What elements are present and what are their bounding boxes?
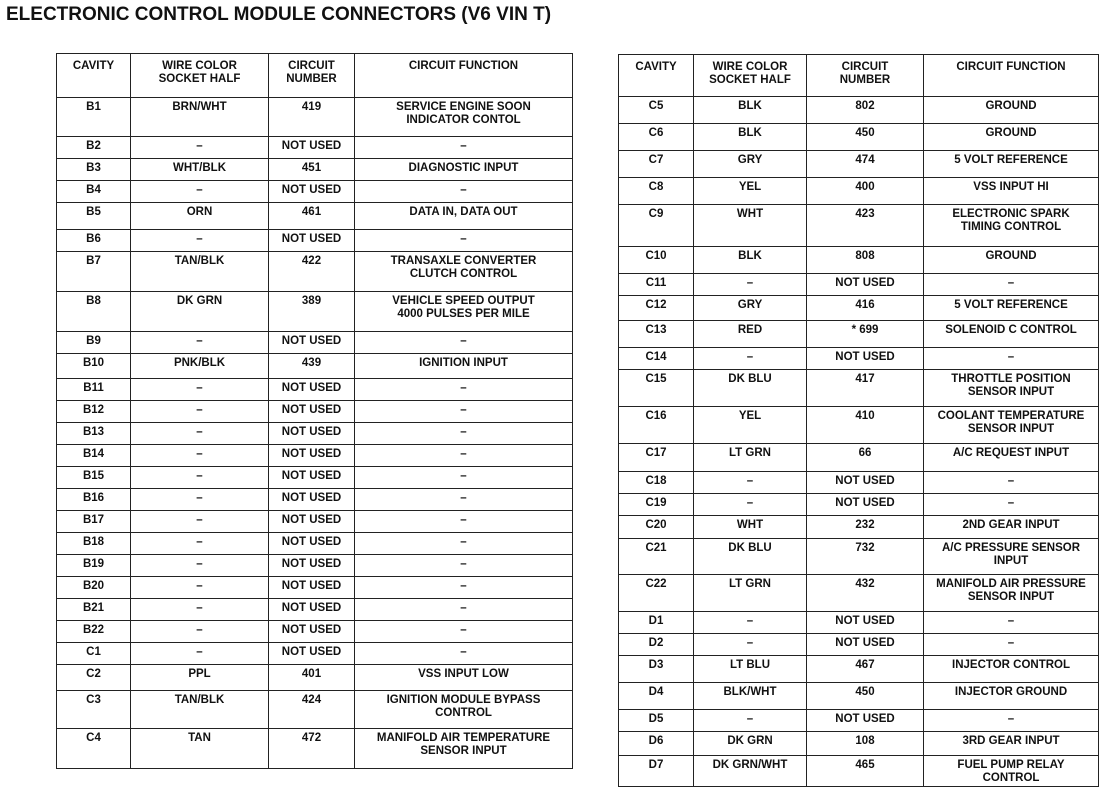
circuit-function-cell: –	[924, 348, 1099, 370]
wire-color-cell: –	[694, 348, 807, 370]
cavity-cell: B5	[57, 203, 131, 230]
circuit-number-cell: NOT USED	[269, 555, 355, 577]
cavity-cell: C11	[619, 274, 694, 296]
circuit-function-cell: 5 VOLT REFERENCE	[924, 296, 1099, 321]
circuit-function-cell: COOLANT TEMPERATURE SENSOR INPUT	[924, 407, 1099, 444]
wire-color-cell: –	[694, 710, 807, 732]
cavity-cell: C5	[619, 97, 694, 124]
circuit-function-cell: GROUND	[924, 97, 1099, 124]
table-row	[57, 159, 573, 181]
table-row	[57, 577, 573, 599]
header-wire-color: WIRE COLOR SOCKET HALF	[131, 54, 269, 98]
wire-color-cell: –	[131, 379, 269, 401]
connector-table-left	[56, 53, 573, 769]
circuit-number-cell: NOT USED	[807, 634, 924, 656]
wire-color-cell: BLK	[694, 124, 807, 151]
table-row	[619, 472, 1099, 494]
cavity-cell: C20	[619, 516, 694, 539]
circuit-function-cell: –	[355, 511, 573, 533]
circuit-function-cell: INJECTOR CONTROL	[924, 656, 1099, 683]
circuit-number-cell: 439	[269, 354, 355, 379]
circuit-function-cell: –	[355, 643, 573, 665]
table-row	[57, 555, 573, 577]
circuit-function-cell: –	[355, 230, 573, 252]
wire-color-cell: –	[694, 634, 807, 656]
circuit-number-cell: 401	[269, 665, 355, 691]
table-row	[619, 494, 1099, 516]
circuit-number-cell: 419	[269, 98, 355, 137]
table-row	[57, 511, 573, 533]
cavity-cell: B8	[57, 292, 131, 332]
wire-color-cell: –	[694, 494, 807, 516]
wire-color-cell: –	[131, 230, 269, 252]
circuit-number-cell: NOT USED	[269, 423, 355, 445]
table-row	[619, 97, 1099, 124]
circuit-function-cell: –	[355, 621, 573, 643]
wire-color-cell: WHT	[694, 516, 807, 539]
cavity-cell: C1	[57, 643, 131, 665]
table-row	[619, 178, 1099, 205]
wire-color-cell: BLK	[694, 247, 807, 274]
circuit-number-cell: 422	[269, 252, 355, 292]
circuit-function-cell: MANIFOLD AIR PRESSURE SENSOR INPUT	[924, 575, 1099, 612]
circuit-number-cell: NOT USED	[269, 643, 355, 665]
circuit-number-cell: NOT USED	[269, 621, 355, 643]
cavity-cell: C15	[619, 370, 694, 407]
wire-color-cell: –	[694, 472, 807, 494]
circuit-function-cell: A/C REQUEST INPUT	[924, 444, 1099, 472]
circuit-function-cell: –	[355, 181, 573, 203]
cavity-cell: B12	[57, 401, 131, 423]
table-row	[619, 407, 1099, 444]
table-row	[57, 729, 573, 769]
table-row	[619, 247, 1099, 274]
table-row	[57, 252, 573, 292]
circuit-number-cell: 451	[269, 159, 355, 181]
circuit-function-cell: –	[924, 274, 1099, 296]
connector-table-right	[618, 54, 1099, 787]
circuit-function-cell: DIAGNOSTIC INPUT	[355, 159, 573, 181]
circuit-function-cell: –	[355, 489, 573, 511]
table-row	[619, 656, 1099, 683]
wire-color-cell: DK GRN/WHT	[694, 756, 807, 787]
page-title: ELECTRONIC CONTROL MODULE CONNECTORS (V6 VIN T)	[6, 4, 552, 25]
wire-color-cell: –	[131, 401, 269, 423]
table-row	[619, 516, 1099, 539]
cavity-cell: B13	[57, 423, 131, 445]
circuit-function-cell: –	[355, 599, 573, 621]
circuit-number-cell: NOT USED	[807, 494, 924, 516]
circuit-function-cell: –	[355, 577, 573, 599]
cavity-cell: B10	[57, 354, 131, 379]
circuit-number-cell: NOT USED	[269, 599, 355, 621]
wire-color-cell: –	[131, 555, 269, 577]
header-circuit-number: CIRCUIT NUMBER	[269, 54, 355, 98]
circuit-function-cell: VSS INPUT HI	[924, 178, 1099, 205]
table-row	[57, 533, 573, 555]
wire-color-cell: PNK/BLK	[131, 354, 269, 379]
circuit-number-cell: 467	[807, 656, 924, 683]
circuit-function-cell: –	[924, 634, 1099, 656]
wire-color-cell: LT GRN	[694, 575, 807, 612]
circuit-function-cell: IGNITION INPUT	[355, 354, 573, 379]
cavity-cell: D1	[619, 612, 694, 634]
table-row	[57, 332, 573, 354]
table-row	[57, 691, 573, 729]
header-circuit-function: CIRCUIT FUNCTION	[924, 55, 1099, 97]
circuit-function-cell: ELECTRONIC SPARK TIMING CONTROL	[924, 205, 1099, 247]
circuit-function-cell: –	[924, 710, 1099, 732]
cavity-cell: C6	[619, 124, 694, 151]
cavity-cell: B20	[57, 577, 131, 599]
wire-color-cell: DK BLU	[694, 539, 807, 575]
cavity-cell: B11	[57, 379, 131, 401]
wire-color-cell: –	[131, 643, 269, 665]
circuit-number-cell: NOT USED	[269, 230, 355, 252]
circuit-function-cell: –	[355, 555, 573, 577]
circuit-function-cell: 5 VOLT REFERENCE	[924, 151, 1099, 178]
wire-color-cell: PPL	[131, 665, 269, 691]
circuit-number-cell: NOT USED	[269, 332, 355, 354]
circuit-function-cell: INJECTOR GROUND	[924, 683, 1099, 710]
cavity-cell: B14	[57, 445, 131, 467]
table-row	[619, 683, 1099, 710]
table-row	[619, 274, 1099, 296]
circuit-function-cell: VSS INPUT LOW	[355, 665, 573, 691]
circuit-number-cell: 802	[807, 97, 924, 124]
wire-color-cell: LT GRN	[694, 444, 807, 472]
table-row	[619, 539, 1099, 575]
circuit-number-cell: 465	[807, 756, 924, 787]
circuit-number-cell: NOT USED	[269, 379, 355, 401]
circuit-function-cell: GROUND	[924, 124, 1099, 151]
circuit-number-cell: NOT USED	[269, 137, 355, 159]
wire-color-cell: BLK/WHT	[694, 683, 807, 710]
wire-color-cell: WHT	[694, 205, 807, 247]
cavity-cell: D4	[619, 683, 694, 710]
cavity-cell: C17	[619, 444, 694, 472]
circuit-number-cell: 450	[807, 683, 924, 710]
wire-color-cell: –	[131, 423, 269, 445]
table-row	[619, 575, 1099, 612]
circuit-number-cell: NOT USED	[807, 612, 924, 634]
cavity-cell: D2	[619, 634, 694, 656]
wire-color-cell: –	[131, 445, 269, 467]
wire-color-cell: –	[131, 533, 269, 555]
header-cavity: CAVITY	[619, 55, 694, 97]
cavity-cell: C3	[57, 691, 131, 729]
table-row	[57, 489, 573, 511]
circuit-number-cell: 410	[807, 407, 924, 444]
table-row	[57, 401, 573, 423]
table-row	[57, 643, 573, 665]
wire-color-cell: –	[131, 511, 269, 533]
wire-color-cell: DK GRN	[131, 292, 269, 332]
circuit-number-cell: NOT USED	[807, 710, 924, 732]
circuit-function-cell: TRANSAXLE CONVERTER CLUTCH CONTROL	[355, 252, 573, 292]
circuit-function-cell: –	[355, 533, 573, 555]
circuit-function-cell: A/C PRESSURE SENSOR INPUT	[924, 539, 1099, 575]
circuit-number-cell: 232	[807, 516, 924, 539]
circuit-number-cell: NOT USED	[807, 472, 924, 494]
circuit-number-cell: NOT USED	[807, 348, 924, 370]
table-header	[619, 55, 1099, 97]
table-row	[57, 665, 573, 691]
table-row	[619, 732, 1099, 756]
circuit-function-cell: VEHICLE SPEED OUTPUT 4000 PULSES PER MILE	[355, 292, 573, 332]
wire-color-cell: GRY	[694, 296, 807, 321]
wire-color-cell: –	[131, 621, 269, 643]
circuit-number-cell: NOT USED	[269, 445, 355, 467]
table-row	[619, 444, 1099, 472]
circuit-number-cell: 108	[807, 732, 924, 756]
cavity-cell: B17	[57, 511, 131, 533]
table-row	[619, 124, 1099, 151]
cavity-cell: C14	[619, 348, 694, 370]
cavity-cell: B2	[57, 137, 131, 159]
circuit-function-cell: –	[924, 494, 1099, 516]
circuit-function-cell: –	[924, 472, 1099, 494]
cavity-cell: B7	[57, 252, 131, 292]
table-row	[57, 423, 573, 445]
cavity-cell: C13	[619, 321, 694, 348]
table-header	[57, 54, 573, 98]
circuit-number-cell: 432	[807, 575, 924, 612]
circuit-function-cell: –	[355, 423, 573, 445]
table-row	[57, 137, 573, 159]
circuit-number-cell: 417	[807, 370, 924, 407]
circuit-function-cell: –	[355, 137, 573, 159]
wire-color-cell: TAN	[131, 729, 269, 769]
table-row	[619, 370, 1099, 407]
wire-color-cell: YEL	[694, 178, 807, 205]
cavity-cell: C22	[619, 575, 694, 612]
circuit-function-cell: –	[355, 379, 573, 401]
table-row	[619, 710, 1099, 732]
table-row	[619, 151, 1099, 178]
circuit-number-cell: 450	[807, 124, 924, 151]
cavity-cell: D6	[619, 732, 694, 756]
cavity-cell: D5	[619, 710, 694, 732]
circuit-number-cell: NOT USED	[269, 467, 355, 489]
circuit-number-cell: 472	[269, 729, 355, 769]
table-row	[57, 354, 573, 379]
wire-color-cell: WHT/BLK	[131, 159, 269, 181]
circuit-function-cell: DATA IN, DATA OUT	[355, 203, 573, 230]
table-body	[57, 98, 573, 769]
circuit-function-cell: MANIFOLD AIR TEMPERATURE SENSOR INPUT	[355, 729, 573, 769]
table-row	[619, 296, 1099, 321]
table-row	[619, 348, 1099, 370]
circuit-number-cell: NOT USED	[269, 489, 355, 511]
cavity-cell: C19	[619, 494, 694, 516]
circuit-number-cell: 474	[807, 151, 924, 178]
cavity-cell: C12	[619, 296, 694, 321]
table-body	[619, 97, 1099, 787]
wire-color-cell: –	[131, 332, 269, 354]
table-row	[57, 292, 573, 332]
circuit-number-cell: NOT USED	[269, 533, 355, 555]
wire-color-cell: ORN	[131, 203, 269, 230]
cavity-cell: C2	[57, 665, 131, 691]
circuit-function-cell: THROTTLE POSITION SENSOR INPUT	[924, 370, 1099, 407]
circuit-number-cell: 66	[807, 444, 924, 472]
wire-color-cell: BRN/WHT	[131, 98, 269, 137]
table-row	[619, 634, 1099, 656]
cavity-cell: B18	[57, 533, 131, 555]
circuit-function-cell: –	[355, 467, 573, 489]
table-row	[57, 203, 573, 230]
wire-color-cell: –	[131, 467, 269, 489]
wire-color-cell: –	[694, 612, 807, 634]
table-row	[619, 756, 1099, 787]
header-circuit-number: CIRCUIT NUMBER	[807, 55, 924, 97]
wire-color-cell: –	[131, 137, 269, 159]
circuit-function-cell: SERVICE ENGINE SOON INDICATOR CONTOL	[355, 98, 573, 137]
table-row	[57, 599, 573, 621]
cavity-cell: B16	[57, 489, 131, 511]
circuit-function-cell: IGNITION MODULE BYPASS CONTROL	[355, 691, 573, 729]
circuit-function-cell: –	[355, 332, 573, 354]
wire-color-cell: TAN/BLK	[131, 691, 269, 729]
cavity-cell: C7	[619, 151, 694, 178]
wire-color-cell: –	[694, 274, 807, 296]
wire-color-cell: –	[131, 599, 269, 621]
cavity-cell: C8	[619, 178, 694, 205]
circuit-number-cell: NOT USED	[269, 511, 355, 533]
wire-color-cell: DK GRN	[694, 732, 807, 756]
cavity-cell: C21	[619, 539, 694, 575]
circuit-function-cell: –	[355, 445, 573, 467]
wire-color-cell: LT BLU	[694, 656, 807, 683]
wire-color-cell: YEL	[694, 407, 807, 444]
wire-color-cell: RED	[694, 321, 807, 348]
cavity-cell: C9	[619, 205, 694, 247]
circuit-number-cell: 808	[807, 247, 924, 274]
cavity-cell: B21	[57, 599, 131, 621]
cavity-cell: C18	[619, 472, 694, 494]
circuit-function-cell: –	[924, 612, 1099, 634]
cavity-cell: B6	[57, 230, 131, 252]
circuit-function-cell: 3RD GEAR INPUT	[924, 732, 1099, 756]
circuit-number-cell: NOT USED	[269, 401, 355, 423]
cavity-cell: B3	[57, 159, 131, 181]
cavity-cell: C16	[619, 407, 694, 444]
cavity-cell: B9	[57, 332, 131, 354]
cavity-cell: B4	[57, 181, 131, 203]
table-row	[619, 205, 1099, 247]
table-row	[57, 230, 573, 252]
circuit-number-cell: 424	[269, 691, 355, 729]
cavity-cell: D3	[619, 656, 694, 683]
circuit-function-cell: 2ND GEAR INPUT	[924, 516, 1099, 539]
circuit-number-cell: 416	[807, 296, 924, 321]
cavity-cell: B1	[57, 98, 131, 137]
cavity-cell: C4	[57, 729, 131, 769]
cavity-cell: B19	[57, 555, 131, 577]
circuit-number-cell: 423	[807, 205, 924, 247]
circuit-number-cell: 732	[807, 539, 924, 575]
circuit-function-cell: FUEL PUMP RELAY CONTROL	[924, 756, 1099, 787]
wire-color-cell: TAN/BLK	[131, 252, 269, 292]
cavity-cell: C10	[619, 247, 694, 274]
table-row	[619, 612, 1099, 634]
table-row	[57, 181, 573, 203]
circuit-number-cell: NOT USED	[807, 274, 924, 296]
circuit-number-cell: NOT USED	[269, 181, 355, 203]
table-row	[57, 379, 573, 401]
table-row	[57, 98, 573, 137]
wire-color-cell: BLK	[694, 97, 807, 124]
circuit-function-cell: GROUND	[924, 247, 1099, 274]
cavity-cell: B15	[57, 467, 131, 489]
wire-color-cell: DK BLU	[694, 370, 807, 407]
circuit-number-cell: * 699	[807, 321, 924, 348]
circuit-number-cell: 389	[269, 292, 355, 332]
table-row	[57, 445, 573, 467]
header-circuit-function: CIRCUIT FUNCTION	[355, 54, 573, 98]
wire-color-cell: GRY	[694, 151, 807, 178]
header-wire-color: WIRE COLOR SOCKET HALF	[694, 55, 807, 97]
table-row	[619, 321, 1099, 348]
cavity-cell: D7	[619, 756, 694, 787]
circuit-function-cell: –	[355, 401, 573, 423]
wire-color-cell: –	[131, 489, 269, 511]
wire-color-cell: –	[131, 577, 269, 599]
header-cavity: CAVITY	[57, 54, 131, 98]
circuit-number-cell: 400	[807, 178, 924, 205]
cavity-cell: B22	[57, 621, 131, 643]
circuit-number-cell: NOT USED	[269, 577, 355, 599]
table-row	[57, 467, 573, 489]
circuit-number-cell: 461	[269, 203, 355, 230]
table-row	[57, 621, 573, 643]
circuit-function-cell: SOLENOID C CONTROL	[924, 321, 1099, 348]
wire-color-cell: –	[131, 181, 269, 203]
